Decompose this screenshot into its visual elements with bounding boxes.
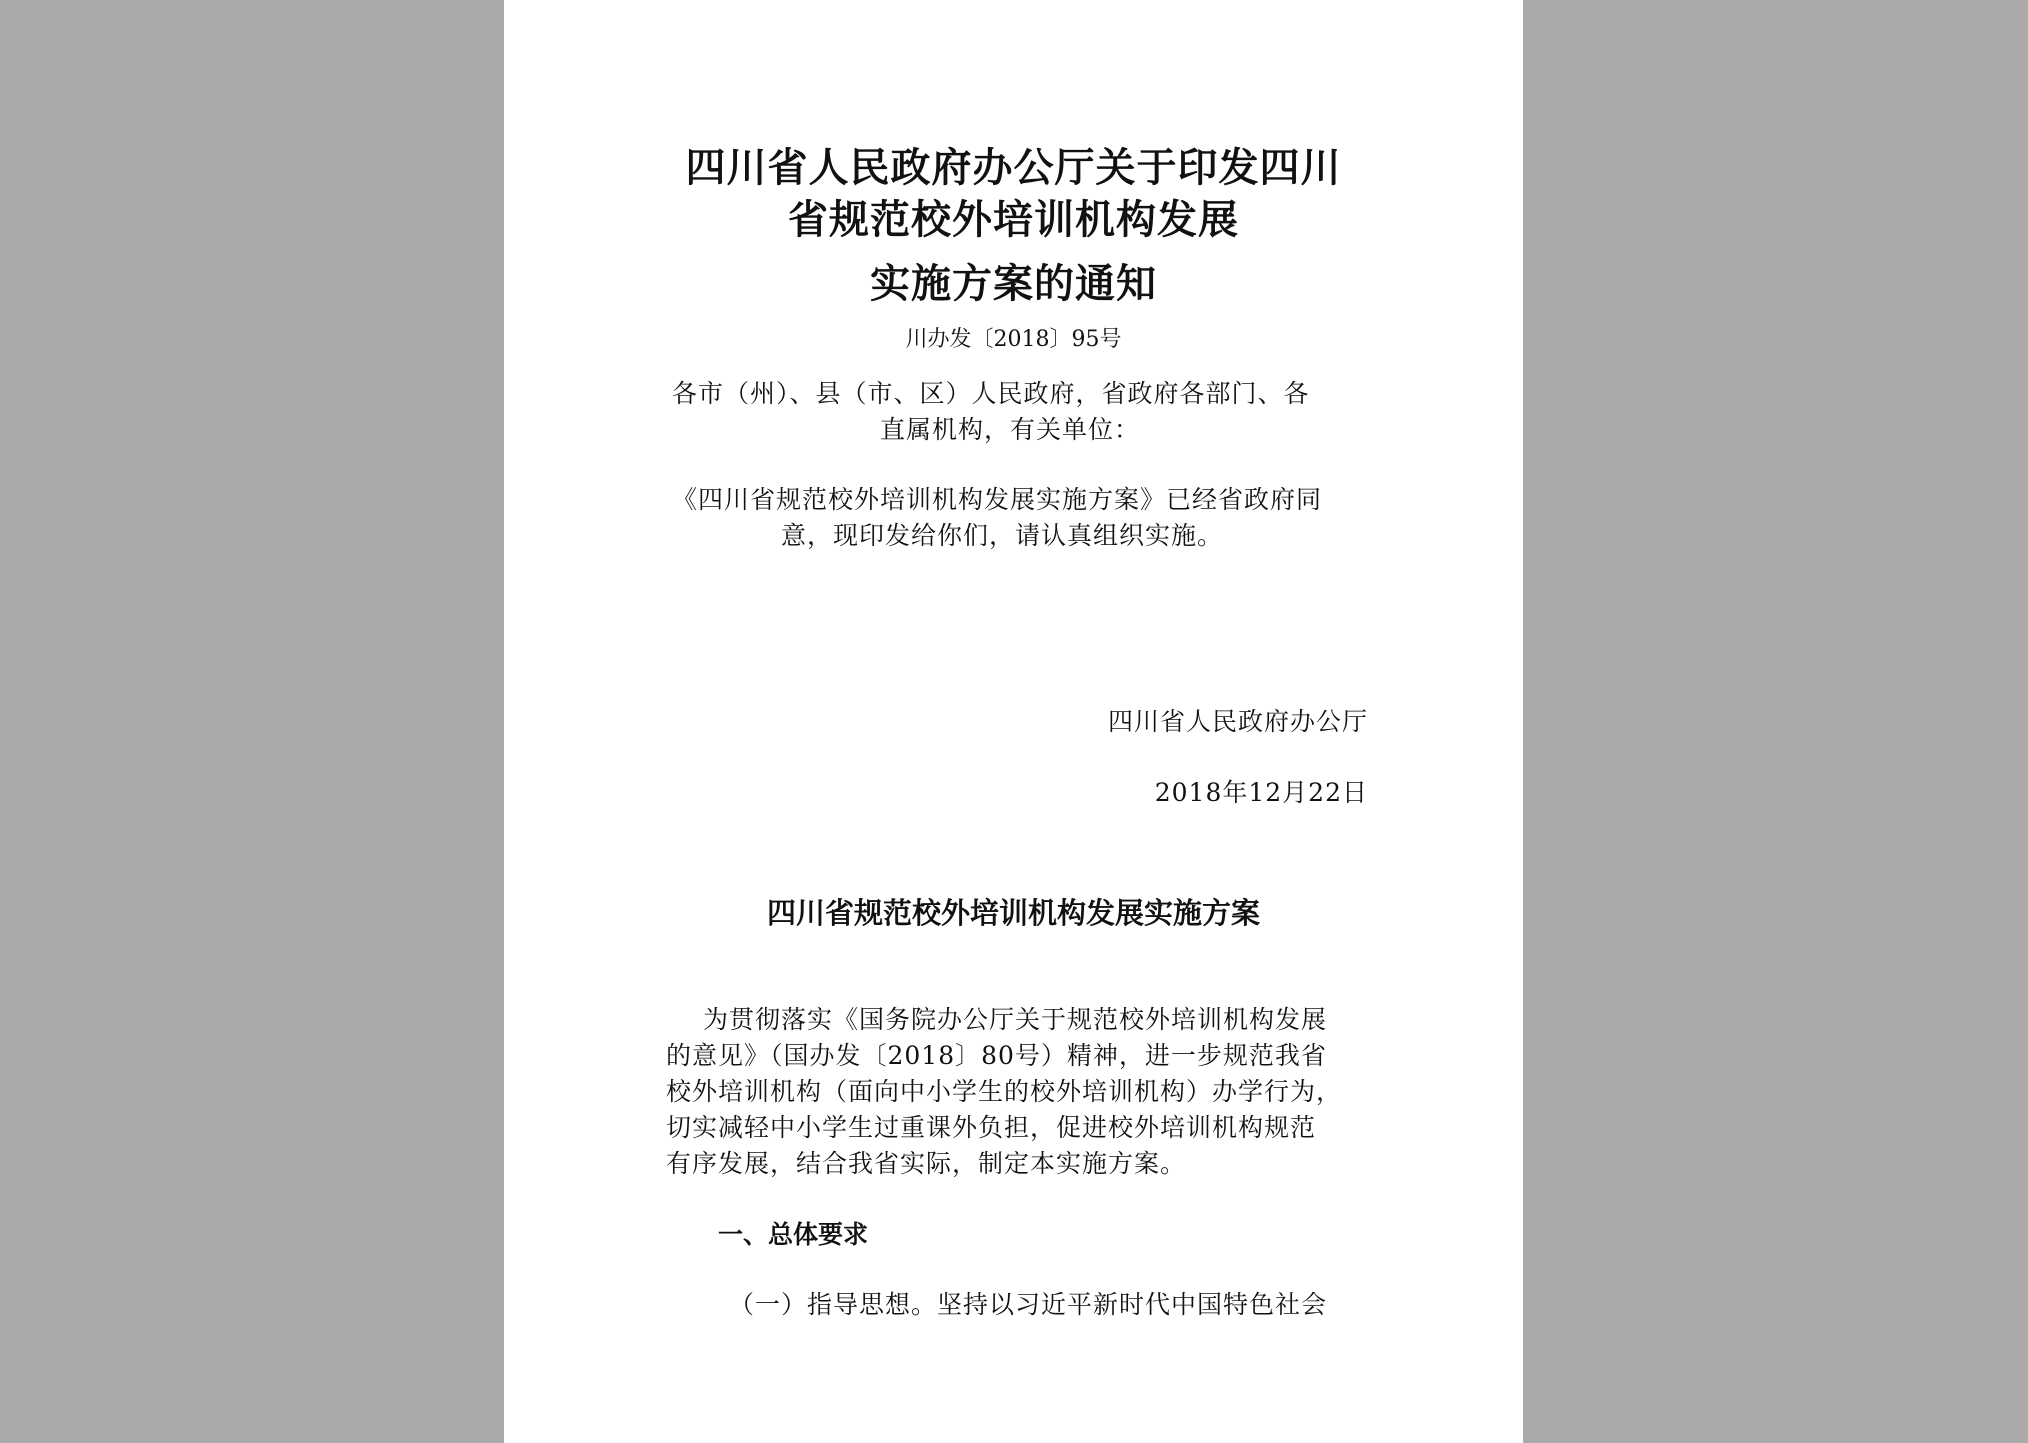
plan-title: 四川省规范校外培训机构发展实施方案 [766,896,1260,930]
intro-line-1: 为贯彻落实《国务院办公厅关于规范校外培训机构发展 [703,1005,1328,1034]
addressee-line-1: 各市（州）、县（市、区）人民政府，省政府各部门、各 [672,379,1310,408]
doc-title-line-2: 省规范校外培训机构发展 [788,197,1239,243]
intro-line-5: 有序发展，结合我省实际，制定本实施方案。 [666,1149,1187,1178]
notice-line-1: 《四川省规范校外培训机构发展实施方案》已经省政府同 [672,485,1323,514]
intro-line-2: 的意见》（国办发〔2018〕80号）精神，进一步规范我省 [666,1041,1327,1070]
addressee-line-2: 直属机构，有关单位： [880,415,1141,444]
doc-title-line-3: 实施方案的通知 [870,261,1157,307]
section-first-line: （一）指导思想。坚持以习近平新时代中国特色社会 [729,1290,1328,1319]
intro-line-3: 校外培训机构（面向中小学生的校外培训机构）办学行为， [666,1077,1343,1106]
doc-title-line-1: 四川省人民政府办公厅关于印发四川 [685,145,1342,191]
notice-line-2: 意，现印发给你们，请认真组织实施。 [781,521,1224,550]
section-heading: 一、总体要求 [718,1220,869,1249]
intro-line-4: 切实减轻中小学生过重课外负担，促进校外培训机构规范 [666,1113,1317,1142]
doc-number: 川办发〔2018〕95号 [905,327,1122,352]
document-page [504,0,1523,1443]
issue-date: 2018年12月22日 [1154,778,1368,807]
signature: 四川省人民政府办公厅 [1107,707,1368,736]
